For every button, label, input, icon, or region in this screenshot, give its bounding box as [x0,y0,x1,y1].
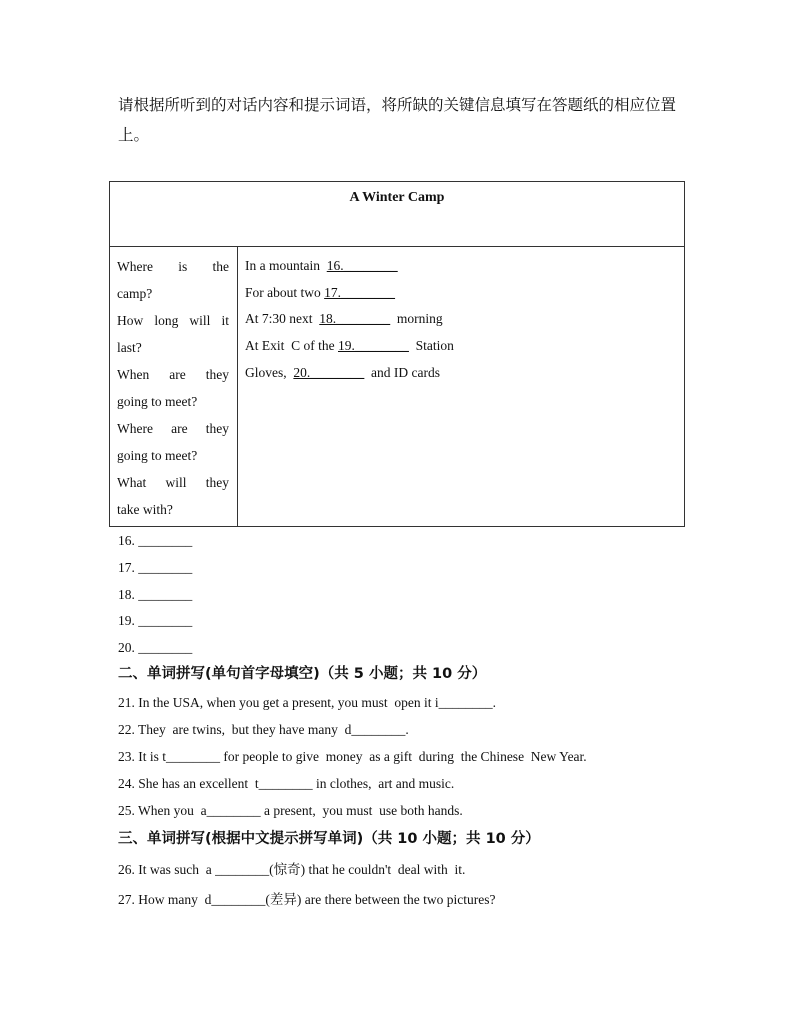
answer-text: For about two [245,284,325,300]
question-column [110,247,238,527]
question-line: going to meet? [117,394,198,409]
question-line: How long will it [117,313,229,328]
question-27: 27. How many d________(差异) are there between the two pictures? [118,892,496,907]
answer-row [245,306,684,333]
answer-line-18[interactable]: 18. ________ [118,586,193,602]
section-2-heading: 二、单词拼写(单句首字母填空)（共 5 小题；共 10 分） [118,666,487,682]
section-3-heading: 三、单词拼写(根据中文提示拼写单词)（共 10 小题；共 10 分） [118,831,540,847]
answer-text: At Exit C of the [245,338,338,354]
question-line: take with? [117,502,173,517]
answer-blank-20[interactable]: 20.________ [293,364,365,380]
answer-blank-19[interactable]: 19.________ [338,338,409,354]
question-24: 24. She has an excellent t________ in clothes, art and music. [118,776,455,791]
answer-line-19[interactable]: 19. ________ [118,613,193,629]
question-line: last? [117,340,142,355]
section-3-items [118,855,496,915]
question-21: 21. In the USA, when you get a present, you must open it i________. [118,695,496,710]
winter-camp-table [109,181,685,527]
answer-text: and ID cards [364,364,440,380]
answer-row [245,360,684,387]
answer-blank-17[interactable]: 17.________ [324,284,395,300]
answer-text: In a mountain [245,258,327,273]
question-line: camp? [117,286,153,301]
question-23: 23. It is t________ for people to give money as a gift during the Chinese New Year. [118,749,587,764]
answer-lines [118,528,192,662]
answer-line-17[interactable]: 17. ________ [118,559,193,575]
answer-blank-16[interactable]: 16.________ [326,258,398,273]
answer-line-16[interactable]: 16. ________ [118,533,193,548]
question-line: What will they [117,475,229,490]
instructions: 请根据所听到的对话内容和提示词语，将所缺的关键信息填写在答题纸的相应位置上。 [118,96,677,144]
answer-line-20[interactable]: 20. ________ [118,640,193,656]
question-line: When are they [117,367,229,382]
question-22: 22. They are twins, but they have many d________. [118,722,409,737]
answer-row [245,280,684,307]
question-25: 25. When you a________ a present, you must use both hands. [118,803,463,818]
question-26: 26. It was such a ________(惊奇) that he couldn't deal with it. [118,862,466,877]
table-title: A Winter Camp [349,190,445,205]
question-line: Where are they [117,421,229,436]
table-title-cell [110,182,685,247]
section-2-items [118,689,587,824]
answer-text: Gloves, [245,364,294,380]
answer-text: morning [390,311,443,327]
answer-text: Station [408,338,454,354]
answer-row [245,333,684,360]
answer-row [245,253,684,280]
question-line: Where is the [117,259,229,274]
answer-column [238,247,685,527]
answer-blank-18[interactable]: 18.________ [319,311,391,327]
answer-text: At 7:30 next [245,311,320,327]
question-line: going to meet? [117,448,198,463]
